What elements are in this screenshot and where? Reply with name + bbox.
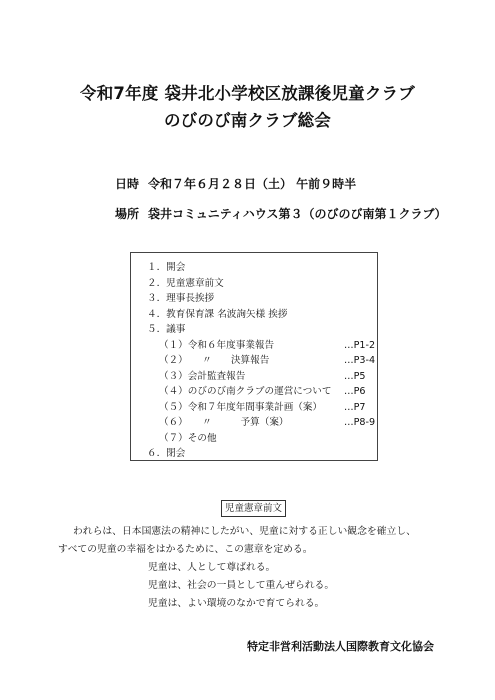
charter-line: われらは、日本国憲法の精神にしたがい、児童に対する正しい観念を確立し、 <box>73 526 416 537</box>
agenda-item-text: ２．児童憲章前文 <box>147 277 224 289</box>
agenda-item <box>147 293 214 305</box>
agenda-item-text: （５）令和７年度年間事業計画（案） <box>159 401 323 413</box>
agenda-box <box>130 252 378 461</box>
agenda-item-text: （６） 〃 予算（案） <box>159 417 289 428</box>
charter-line: 児童は、人として尊ばれる。 <box>148 562 276 573</box>
date-label: 日時 <box>115 177 140 191</box>
agenda-item <box>147 448 185 460</box>
agenda-item-text: ３．理事長挨拶 <box>147 293 215 304</box>
agenda-item <box>147 309 287 321</box>
organization-name: 特定非営利活動法人国際教育文化協会 <box>247 640 434 653</box>
agenda-item <box>159 417 376 429</box>
agenda-page-ref: …P1-2 <box>344 339 376 351</box>
agenda-page-ref: …P3-4 <box>344 355 376 366</box>
meeting-place <box>115 205 447 222</box>
agenda-page-ref: …P6 <box>344 386 366 397</box>
agenda-item <box>159 339 376 352</box>
agenda-item-text: ４．教育保育課 名波詢矢様 挨拶 <box>147 308 288 320</box>
charter-line: すべての児童の幸福をはかるために、この憲章を定める。 <box>58 544 313 555</box>
document-title-line-1: 令和7年度 袋井北小学校区放課後児童クラブ <box>80 84 415 103</box>
meeting-date <box>115 175 356 192</box>
agenda-item <box>147 324 185 336</box>
agenda-item-text: （１）令和６年度事業報告 <box>159 339 275 351</box>
agenda-page-ref: …P7 <box>344 401 366 413</box>
agenda-item <box>159 386 366 398</box>
agenda-item-text: ５．議事 <box>147 324 186 335</box>
agenda-page-ref: …P8-9 <box>344 417 376 428</box>
agenda-item <box>159 355 376 367</box>
place-value: 袋井コミュニティハウス第３（のびのび南第１クラブ） <box>148 207 447 221</box>
agenda-item <box>159 370 366 383</box>
agenda-item <box>159 433 217 445</box>
agenda-item-text: （３）会計監査報告 <box>159 370 246 382</box>
date-value: 令和７年６月２８日（土） 午前９時半 <box>148 177 357 191</box>
agenda-item-text: （２） 〃 決算報告 <box>159 355 270 366</box>
charter-line: 児童は、よい環境のなかで育てられる。 <box>148 598 325 609</box>
place-label: 場所 <box>115 207 140 221</box>
agenda-item <box>159 401 366 414</box>
agenda-item <box>147 278 224 290</box>
agenda-item-text: （７）その他 <box>159 432 217 444</box>
charter-line: 児童は、社会の一員として重んぜられる。 <box>148 580 335 591</box>
agenda-item <box>147 262 185 274</box>
document-title-line-2: のびのび南クラブ総会 <box>164 111 331 130</box>
agenda-item-text: １．開会 <box>147 262 186 273</box>
agenda-page-ref: …P5 <box>344 370 366 382</box>
agenda-item-text: （４）のびのび南クラブの運営について <box>159 386 332 397</box>
charter-heading: 児童憲章前文 <box>221 500 286 517</box>
agenda-item-text: ６．閉会 <box>147 448 186 459</box>
